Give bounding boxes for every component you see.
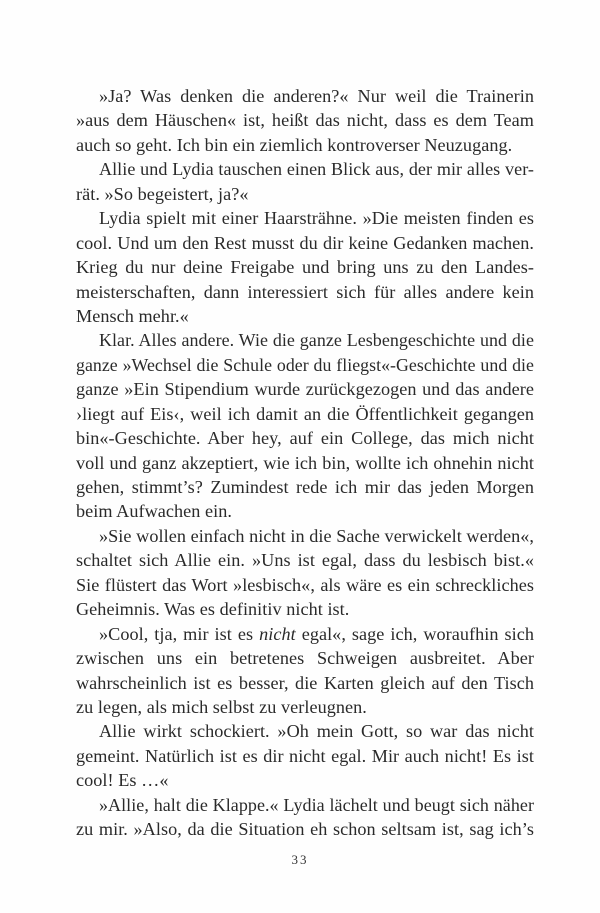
text-line: schaltet sich Allie ein. »Uns ist egal, dass du lesbisch bist.« [76, 550, 534, 571]
emphasis-text: nicht [259, 623, 296, 644]
text-line: ›liegt auf Eis‹, weil ich damit an die Öffentlichkeit gegangen [76, 403, 534, 424]
paragraph [76, 793, 534, 842]
paragraph [76, 328, 534, 524]
text-line: voll und ganz akzeptiert, wie ich bin, wollte ich ohnehin nicht [76, 452, 534, 473]
paragraph [76, 206, 534, 328]
body-text [76, 84, 534, 842]
text-line: wahrscheinlich ist es besser, die Karten gleich auf den Tisch [76, 672, 534, 693]
text-line: cool. Und um den Rest musst du dir keine Gedanken machen. [76, 232, 534, 253]
text-segment: egal«, sage ich, woraufhin sich [295, 623, 534, 644]
paragraph [76, 157, 534, 206]
text-line: zwischen uns ein betretenes Schweigen ausbreitet. Aber [76, 648, 534, 669]
text-line: Krieg du nur deine Freigabe und bring uns zu den Landes- [76, 257, 534, 278]
text-line: Allie und Lydia tauschen einen Blick aus, der mir alles ver- [99, 159, 534, 180]
text-segment: »Cool, tja, mir ist es [99, 623, 260, 644]
text-line: zu mir. »Also, da die Situation eh schon seltsam ist, sag ich’s [76, 819, 534, 840]
text-line: gehen, stimmt’s? Zumindest rede ich mir das jeden Morgen [76, 477, 534, 497]
text-line: zu legen, als mich selbst zu verleugnen. [76, 696, 367, 717]
text-line: Sie flüstert das Wort »lesbisch«, als wäre es ein schreckliches [76, 574, 534, 595]
text-line: »Sie wollen einfach nicht in die Sache verwickelt werden«, [99, 525, 534, 546]
text-line: Lydia spielt mit einer Haarsträhne. »Die meisten finden es [99, 208, 534, 229]
text-line: cool! Es …« [76, 770, 169, 791]
paragraph [76, 524, 534, 622]
text-line: beim Aufwachen ein. [76, 501, 232, 522]
text-line: Mensch mehr.« [76, 305, 189, 326]
text-line: gemeint. Natürlich ist es dir nicht egal. Mir auch nicht! Es ist [76, 745, 534, 766]
text-line: meisterschaften, dann interessiert sich für alles andere kein [76, 281, 534, 302]
text-line: Geheimnis. Was es definitiv nicht ist. [76, 599, 350, 620]
text-line: rät. »So begeistert, ja?« [76, 183, 249, 204]
text-line: »Allie, halt die Klappe.« Lydia lächelt und beugt sich näher [99, 794, 534, 815]
text-line: Klar. Alles andere. Wie die ganze Lesbengeschichte und die [99, 330, 534, 351]
text-line: »Ja? Was denken die anderen?« Nur weil die Trainerin [99, 86, 534, 106]
text-line: ganze »Wechsel die Schule oder du fliegst«-Geschichte und die [76, 354, 534, 375]
paragraph [76, 622, 534, 720]
text-line: Allie wirkt schockiert. »Oh mein Gott, so war das nicht [99, 721, 534, 742]
text-line [76, 622, 534, 646]
paragraph [76, 84, 534, 157]
text-line: auch so geht. Ich bin ein ziemlich kontroverser Neuzugang. [76, 134, 513, 155]
text-line: ganze »Ein Stipendium wurde zurückgezogen und das andere [76, 379, 534, 400]
text-line: »aus dem Häuschen« ist, heißt das nicht, dass es dem Team [76, 110, 534, 131]
paragraph [76, 719, 534, 792]
text-line: bin«-Geschichte. Aber hey, auf ein College, das mich nicht [76, 428, 534, 449]
page-number: 33 [291, 852, 309, 867]
